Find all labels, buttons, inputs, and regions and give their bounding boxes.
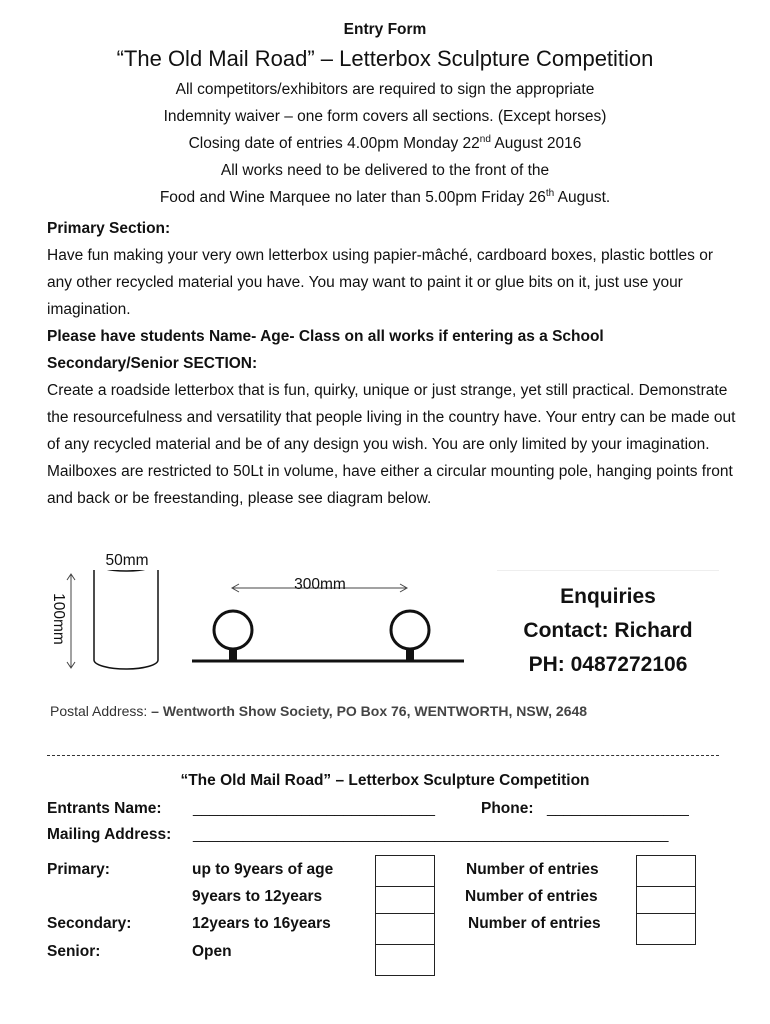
intro-line-5	[0, 189, 770, 207]
enquiries-title: Enquiries	[560, 585, 656, 608]
checkbox-senior[interactable]	[375, 944, 435, 976]
closing-date-month: August 2016	[490, 135, 582, 152]
entries-count-2[interactable]	[636, 886, 696, 914]
intro-line-4: All works need to be delivered to the front of the	[220, 162, 550, 179]
intro-line-1: All competitors/exhibitors are required to sign the appropriate	[175, 81, 595, 98]
cylinder-diagram	[67, 553, 158, 669]
category-primary: Primary:	[47, 861, 110, 878]
closing-date-suffix: nd	[479, 134, 491, 145]
age-range-secondary: 12years to 16years	[192, 915, 331, 932]
pole-diagram	[192, 584, 464, 661]
enquiries-box	[497, 570, 719, 677]
enquiries-phone: PH: 0487272106	[528, 653, 688, 676]
entries-label-3: Number of entries	[468, 915, 601, 932]
secondary-text: Create a roadside letterbox that is fun, quirky, unique or just strange, yet still practical. Demonstrate the resourcefulness and versatility that people living in the country have. Your entry can be made out of any recycled material and be of any design you wish. You are only limited by your imagination.	[47, 382, 736, 453]
primary-text: Have fun making your very own letterbox using papier-mâché, cardboard boxes, plastic bottles or any other recycled material you have. You may want to paint it or glue bits on it, just use your imagination.	[47, 247, 713, 318]
school-note: Please have students Name- Age- Class on all works if entering as a School	[47, 328, 604, 345]
primary-heading: Primary Section:	[47, 220, 171, 237]
secondary-heading: Secondary/Senior SECTION:	[47, 355, 258, 372]
age-range-senior: Open	[192, 943, 232, 960]
mailbox-restrictions: Mailboxes are restricted to 50Lt in volume, have either a circular mounting pole, hanging points front and back or be freestanding, please see diagram below.	[47, 463, 733, 507]
form-label: Entry Form	[343, 21, 427, 38]
enquiries-contact: Contact: Richard	[523, 619, 693, 642]
entrants-name-label: Entrants Name:	[47, 800, 162, 817]
postal-label: Postal Address:	[50, 703, 152, 719]
delivery-text: Food and Wine Marquee no later than 5.00pm Friday 26	[159, 189, 546, 206]
diameter-label: 50mm	[92, 552, 162, 570]
age-range-primary-young: up to 9years of age	[192, 861, 334, 878]
phone-label: Phone:	[481, 800, 534, 817]
mailing-address-field[interactable]: _________________________________________________________	[193, 826, 669, 843]
height-label: 100mm	[50, 593, 67, 645]
closing-date-text: Closing date of entries 4.00pm Monday 22	[188, 135, 480, 152]
entries-count-1[interactable]	[636, 855, 696, 887]
page-title: “The Old Mail Road” – Letterbox Sculpture Competition	[116, 46, 654, 71]
delivery-suffix: th	[545, 188, 555, 199]
category-secondary: Secondary:	[47, 915, 132, 932]
category-senior: Senior:	[47, 943, 101, 960]
spacing-label: 300mm	[294, 576, 346, 593]
entrants-name-field[interactable]: _____________________________	[193, 800, 435, 817]
postal-value: – Wentworth Show Society, PO Box 76, WENTWORTH, NSW, 2648	[151, 703, 588, 719]
age-range-primary-older: 9years to 12years	[192, 888, 323, 905]
phone-field[interactable]: _________________	[547, 800, 689, 817]
cut-line	[47, 755, 719, 756]
checkbox-primary-young[interactable]	[375, 855, 435, 887]
body-sections	[47, 215, 737, 512]
postal-address	[50, 703, 587, 719]
mailing-address-label: Mailing Address:	[47, 826, 172, 843]
form-title: “The Old Mail Road” – Letterbox Sculpture Competition	[180, 772, 590, 789]
checkbox-secondary[interactable]	[375, 913, 435, 945]
entries-label-2: Number of entries	[465, 888, 598, 905]
intro-line-3	[0, 135, 770, 153]
intro-line-2: Indemnity waiver – one form covers all sections. (Except horses)	[163, 108, 607, 125]
delivery-month: August.	[554, 189, 611, 206]
entries-label-1: Number of entries	[466, 861, 599, 878]
entries-count-3[interactable]	[636, 913, 696, 945]
